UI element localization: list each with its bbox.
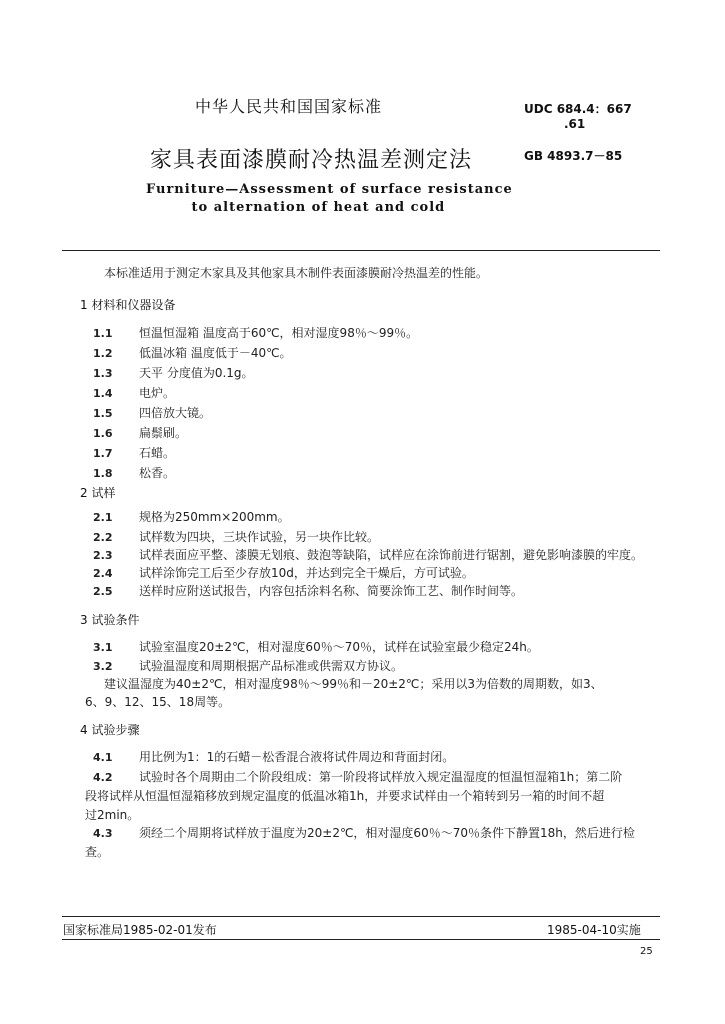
item-number: 2.4 — [93, 567, 113, 580]
item-number: 2.2 — [93, 531, 113, 544]
item-number: 1.8 — [93, 467, 113, 480]
item-number: 2.5 — [93, 585, 113, 598]
item-4-3-line-2: 查。 — [85, 845, 110, 859]
item-text: 试样数为四块，三块作试验，另一块作比较。 — [139, 530, 380, 544]
page-number: 25 — [640, 946, 653, 957]
udc-line-2: .61 — [564, 117, 586, 131]
item-text: 天平 分度值为0.1g。 — [139, 366, 254, 380]
section-4-heading: 4 试验步骤 — [80, 723, 140, 737]
item-number: 2.1 — [93, 511, 113, 524]
item-3-1 — [93, 638, 539, 655]
item-text: 扁鬃刷。 — [139, 426, 188, 440]
standard-number: GB 4893.7－85 — [524, 149, 623, 163]
effective-date: 1985-04-10实施 — [547, 923, 641, 937]
item-number: 4.2 — [93, 771, 113, 784]
english-title-line-1: Furniture—Assessment of surface resistance — [146, 182, 513, 197]
item-text: 试验室温度20±2℃，相对湿度60％～70％，试样在试验室最少稳定24h。 — [139, 640, 539, 654]
item-3-2 — [93, 657, 403, 674]
item-1-5 — [93, 404, 211, 421]
header-divider — [62, 250, 660, 251]
item-4-2-line-2: 段将试样从恒温恒湿箱移放到规定温度的低温冰箱1h，并要求试样由一个箱转到另一箱的时间不超 — [85, 789, 605, 803]
item-text: 四倍放大镜。 — [139, 406, 212, 420]
item-1-3 — [93, 364, 254, 381]
udc-line-1: UDC 684.4：667 — [524, 102, 632, 116]
item-2-5 — [93, 582, 523, 599]
item-text: 试验温湿度和周期根据产品标准或供需双方协议。 — [139, 659, 404, 673]
item-text: 送样时应附送试报告，内容包括涂料名称、简要涂饰工艺、制作时间等。 — [139, 584, 524, 598]
section-2-heading: 2 试样 — [80, 486, 116, 500]
english-title-line-2: to alternation of heat and cold — [191, 200, 446, 215]
item-1-2 — [93, 344, 292, 361]
section-1-heading: 1 材料和仪器设备 — [80, 298, 176, 312]
item-number: 3.1 — [93, 641, 113, 654]
issuing-body: 中华人民共和国国家标准 — [195, 97, 383, 116]
item-text: 试样表面应平整、漆膜无划痕、鼓泡等缺陷，试样应在涂饰前进行锯割，避免影响漆膜的牢度。 — [139, 548, 644, 562]
item-2-4 — [93, 564, 474, 581]
item-text: 试样涂饰完工后至少存放10d，并达到完全干燥后，方可试验。 — [139, 566, 474, 580]
item-number: 1.2 — [93, 347, 113, 360]
udc-number — [524, 102, 632, 132]
item-number: 4.3 — [93, 827, 113, 840]
english-title — [146, 181, 513, 217]
document-title: 家具表面漆膜耐冷热温差测定法 — [150, 148, 473, 173]
item-number: 4.1 — [93, 751, 113, 764]
item-number: 1.4 — [93, 387, 113, 400]
scope-paragraph: 本标准适用于测定木家具及其他家具木制件表面漆膜耐冷热温差的性能。 — [104, 266, 489, 280]
item-1-1 — [93, 324, 418, 341]
item-text: 石蜡。 — [139, 446, 176, 460]
item-number: 1.7 — [93, 447, 113, 460]
item-text: 恒温恒湿箱 温度高于60℃，相对湿度98％～99％。 — [139, 326, 419, 340]
item-number: 1.1 — [93, 327, 113, 340]
item-1-4 — [93, 384, 175, 401]
item-4-3-line-1 — [93, 824, 635, 841]
item-number: 1.3 — [93, 367, 113, 380]
item-number: 1.5 — [93, 407, 113, 420]
item-1-7 — [93, 444, 175, 461]
footer-divider-bottom — [62, 939, 660, 940]
item-1-8 — [93, 464, 175, 481]
section-3-heading: 3 试验条件 — [80, 613, 140, 627]
item-2-3 — [93, 546, 643, 563]
item-text: 须经二个周期将试样放于温度为20±2℃，相对湿度60％～70％条件下静置18h，然后进行检 — [139, 826, 635, 840]
issue-date: 国家标准局1985-02-01发布 — [63, 923, 217, 937]
footer-divider-top — [62, 916, 660, 917]
item-text: 低温冰箱 温度低于－40℃。 — [139, 346, 292, 360]
item-number: 1.6 — [93, 427, 113, 440]
item-2-2 — [93, 528, 379, 545]
item-number: 2.3 — [93, 549, 113, 562]
item-text: 用比例为1：1的石蜡－松香混合液将试件周边和背面封闭。 — [139, 750, 455, 764]
item-text: 电炉。 — [139, 386, 176, 400]
item-4-2-line-3: 过2min。 — [85, 808, 140, 822]
item-4-2-line-1 — [93, 768, 622, 785]
item-1-6 — [93, 424, 187, 441]
item-number: 3.2 — [93, 660, 113, 673]
section-3-note-line-2: 6、9、12、15、18周等。 — [85, 695, 231, 709]
item-text: 规格为250mm×200mm。 — [139, 510, 290, 524]
item-text: 试验时各个周期由二个阶段组成：第一阶段将试样放入规定温湿度的恒温恒湿箱1h；第二阶 — [139, 770, 623, 784]
item-text: 松香。 — [139, 466, 176, 480]
item-2-1 — [93, 508, 290, 525]
item-4-1 — [93, 748, 454, 765]
section-3-note-line-1: 建议温湿度为40±2℃，相对湿度98％～99％和－20±2℃；采用以3为倍数的周期数，如3、 — [104, 677, 603, 691]
